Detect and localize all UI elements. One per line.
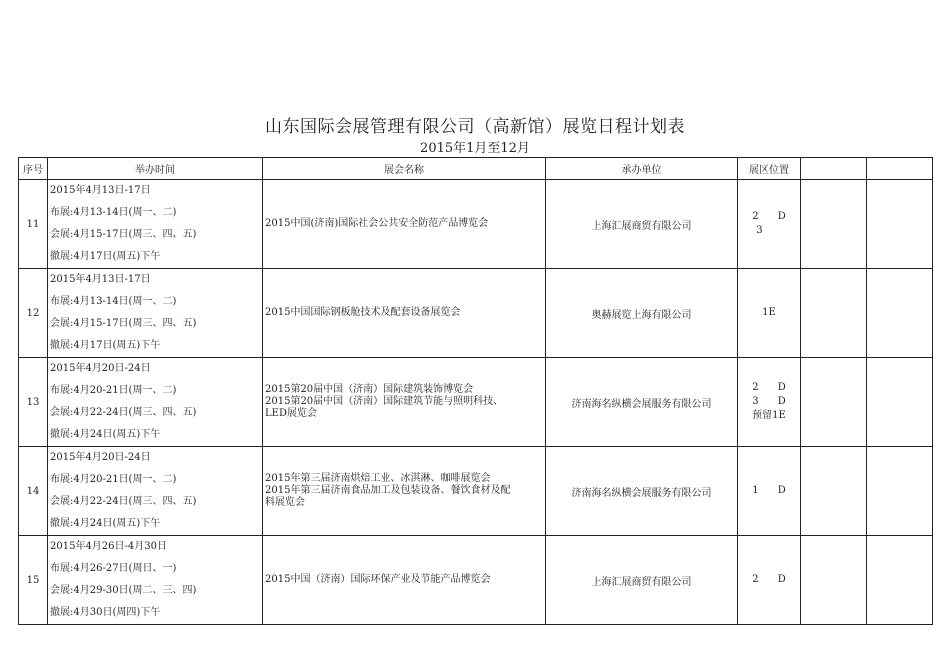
time-line: 2015年4月26日-4月30日: [50, 541, 168, 552]
row-extra-2: [867, 269, 933, 358]
location-line: 1 D: [752, 485, 786, 496]
row-location: [738, 180, 801, 269]
exhibition-name-line: LED展览会: [265, 408, 317, 419]
location-line: 3 D: [752, 396, 786, 407]
location-line: 预留1E: [752, 410, 786, 421]
exhibition-name-line: 2015年第三届济南食品加工及包装设备、餐饮食材及配: [265, 485, 511, 496]
row-time: [48, 269, 263, 358]
row-extra-2: [867, 180, 933, 269]
time-line: 撤展:4月17日(周五)下午: [50, 340, 161, 351]
time-line: 布展:4月20-21日(周一、二): [50, 474, 177, 485]
time-line: 布展:4月13-14日(周一、二): [50, 296, 177, 307]
row-extra-1: [801, 536, 867, 625]
row-exhibition-name: [263, 536, 546, 625]
table-header-row: [19, 158, 933, 180]
table-row: [19, 536, 933, 625]
row-index: 14: [19, 447, 48, 536]
time-line: 2015年4月20日-24日: [50, 452, 151, 463]
exhibition-name-line: 2015年第三届济南烘焙工业、冰淇淋、咖啡展览会: [265, 473, 491, 484]
header-loc: 展区位置: [738, 158, 801, 180]
exhibition-name-line: 料展览会: [265, 497, 305, 508]
table-row: [19, 447, 933, 536]
time-line: 2015年4月20日-24日: [50, 363, 151, 374]
row-exhibition-name: [263, 447, 546, 536]
exhibition-name-line: 2015第20届中国（济南）国际建筑装饰博览会: [265, 384, 474, 395]
header-time: 举办时间: [48, 158, 263, 180]
exhibition-name-line: 2015第20届中国（济南）国际建筑节能与照明科技、: [265, 396, 504, 407]
table-row: [19, 269, 933, 358]
exhibition-name-line: 2015中国(济南)国际社会公共安全防范产品博览会: [265, 218, 489, 229]
row-exhibition-name: [263, 180, 546, 269]
time-line: 布展:4月13-14日(周一、二): [50, 207, 177, 218]
schedule-table: [18, 157, 933, 625]
row-index: 13: [19, 358, 48, 447]
row-organizer: 济南海名纵横会展服务有限公司: [546, 447, 738, 536]
row-extra-1: [801, 447, 867, 536]
table-row: [19, 180, 933, 269]
row-index: 15: [19, 536, 48, 625]
row-organizer: 上海汇展商贸有限公司: [546, 536, 738, 625]
row-location: [738, 447, 801, 536]
row-time: [48, 536, 263, 625]
row-organizer: 奥赫展览上海有限公司: [546, 269, 738, 358]
row-time: [48, 358, 263, 447]
row-index: 12: [19, 269, 48, 358]
location-line: 3: [756, 225, 782, 236]
row-location: [738, 536, 801, 625]
row-index: 11: [19, 180, 48, 269]
header-idx: 序号: [19, 158, 48, 180]
row-organizer: 上海汇展商贸有限公司: [546, 180, 738, 269]
row-time: [48, 447, 263, 536]
row-extra-2: [867, 358, 933, 447]
time-line: 2015年4月13日-17日: [50, 274, 151, 285]
location-line: 2 D: [752, 382, 786, 393]
time-line: 撤展:4月24日(周五)下午: [50, 518, 161, 529]
time-line: 会展:4月15-17日(周三、四、五): [50, 229, 197, 240]
time-line: 布展:4月26-27日(周日、一): [50, 563, 177, 574]
page-title: 山东国际会展管理有限公司（高新馆）展览日程计划表: [265, 117, 685, 137]
time-line: 撤展:4月24日(周五)下午: [50, 429, 161, 440]
row-extra-2: [867, 447, 933, 536]
time-line: 会展:4月22-24日(周三、四、五): [50, 407, 197, 418]
page-subtitle: 2015年1月至12月: [420, 141, 530, 156]
header-org: 承办单位: [546, 158, 738, 180]
exhibition-name-line: 2015中国（济南）国际环保产业及节能产品博览会: [265, 574, 491, 585]
header-extra-2: [867, 158, 933, 180]
time-line: 会展:4月29-30日(周二、三、四): [50, 585, 197, 596]
time-line: 2015年4月13日-17日: [50, 185, 151, 196]
location-line: 2 D: [752, 574, 786, 585]
time-line: 会展:4月15-17日(周三、四、五): [50, 318, 197, 329]
time-line: 撤展:4月30日(周四)下午: [50, 607, 161, 618]
row-extra-2: [867, 536, 933, 625]
row-location: [738, 358, 801, 447]
row-exhibition-name: [263, 269, 546, 358]
time-line: 撤展:4月17日(周五)下午: [50, 251, 161, 262]
row-exhibition-name: [263, 358, 546, 447]
location-line: 2 D: [752, 211, 786, 222]
location-line: 1E: [762, 307, 776, 318]
header-extra-1: [801, 158, 867, 180]
row-extra-1: [801, 180, 867, 269]
time-line: 会展:4月22-24日(周三、四、五): [50, 496, 197, 507]
table-row: [19, 358, 933, 447]
row-time: [48, 180, 263, 269]
header-name: 展会名称: [263, 158, 546, 180]
time-line: 布展:4月20-21日(周一、二): [50, 385, 177, 396]
exhibition-name-line: 2015中国国际钢板舱技术及配套设备展览会: [265, 307, 461, 318]
row-location: [738, 269, 801, 358]
row-extra-1: [801, 358, 867, 447]
row-extra-1: [801, 269, 867, 358]
row-organizer: 济南海名纵横会展服务有限公司: [546, 358, 738, 447]
